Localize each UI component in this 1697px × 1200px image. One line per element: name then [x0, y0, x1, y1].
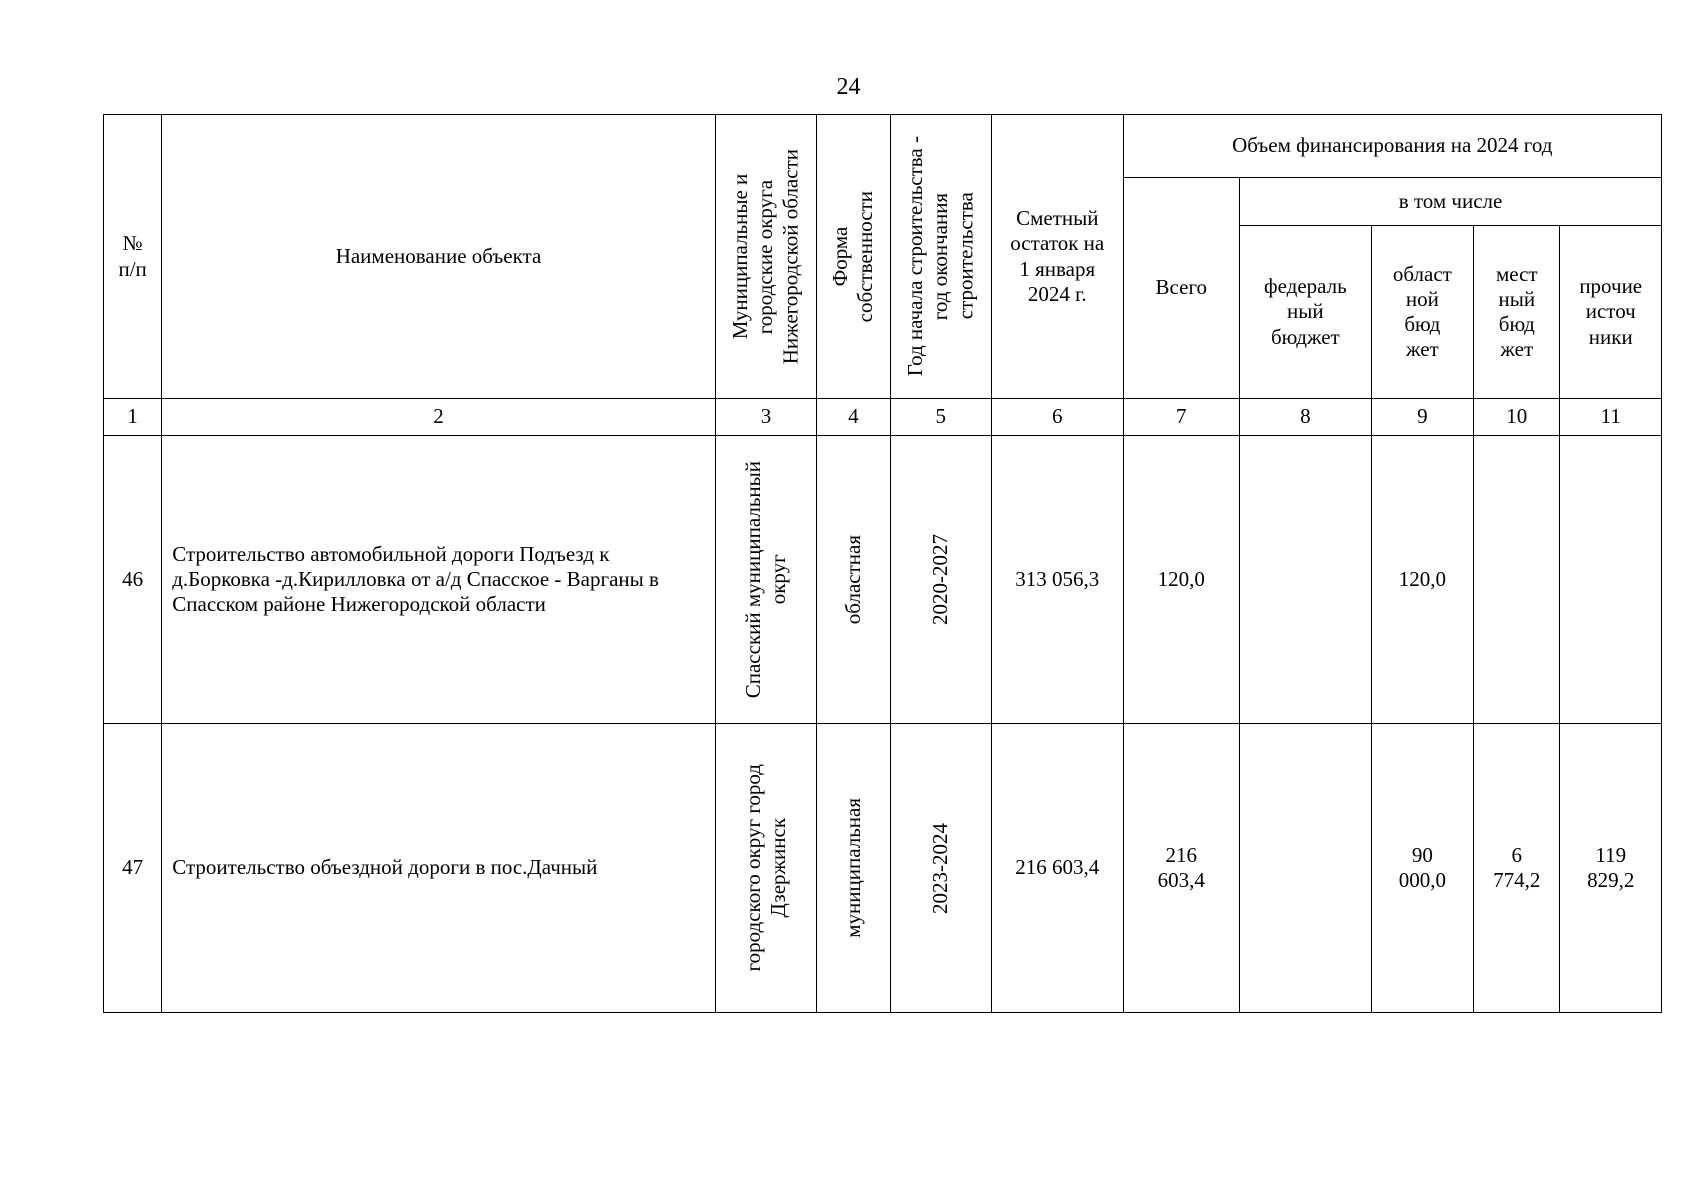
- header-ownership: [817, 115, 890, 399]
- header-municipality: [715, 115, 816, 399]
- header-balance: Сметный остаток на 1 января 2024 г.: [991, 115, 1123, 399]
- row-total: 120,0: [1123, 436, 1240, 724]
- row-municipality-label: городского округ город Дзержинск: [740, 764, 790, 972]
- row-total: 216 603,4: [1123, 724, 1240, 1013]
- header-total: Всего: [1123, 178, 1240, 399]
- row-municipality-label: Спасский муниципальный округ: [740, 460, 790, 699]
- column-number: 7: [1123, 399, 1240, 436]
- page-number: 24: [836, 74, 861, 100]
- header-years: [890, 115, 991, 399]
- row-ownership: [817, 724, 890, 1013]
- column-number: 5: [890, 399, 991, 436]
- row-municipality: [715, 436, 816, 724]
- column-number: 8: [1240, 399, 1372, 436]
- row-regional: 120,0: [1371, 436, 1473, 724]
- row-object-name: Строительство объездной дороги в пос.Дачный: [162, 724, 715, 1013]
- header-years-label: Год начала строительства - год окончания строительства: [902, 136, 978, 377]
- table-row: [104, 724, 1662, 1013]
- header-municipality-label: Муниципальные и городские округа Нижегородской области: [728, 148, 803, 365]
- row-ownership-label: муниципальная: [840, 798, 865, 938]
- row-years: [890, 436, 991, 724]
- table-row: [104, 436, 1662, 724]
- header-name: Наименование объекта: [162, 115, 715, 399]
- column-number: 4: [817, 399, 890, 436]
- row-balance: 313 056,3: [991, 436, 1123, 724]
- row-balance: 216 603,4: [991, 724, 1123, 1013]
- row-object-name: Строительство автомобильной дороги Подъезд к д.Борковка -д.Кирилловка от а/д Спасское - Варганы в Спасском районе Нижегородской области: [162, 436, 715, 724]
- row-years: [890, 724, 991, 1013]
- column-number: 10: [1474, 399, 1560, 436]
- column-number: 9: [1371, 399, 1473, 436]
- table-header: [104, 115, 1662, 436]
- header-federal: федераль ный бюджет: [1240, 226, 1372, 399]
- header-local: мест ный бюд жет: [1474, 226, 1560, 399]
- header-regional: област ной бюд жет: [1371, 226, 1473, 399]
- row-federal: [1240, 436, 1372, 724]
- row-ownership: [817, 436, 890, 724]
- row-other: [1560, 436, 1662, 724]
- header-funding-group: Объем финансирования на 2024 год: [1123, 115, 1661, 178]
- row-num: 47: [104, 724, 162, 1013]
- column-number: 11: [1560, 399, 1662, 436]
- row-local: [1474, 436, 1560, 724]
- header-including: в том числе: [1240, 178, 1662, 226]
- row-years-label: 2023-2024: [928, 822, 953, 914]
- row-other: 119 829,2: [1560, 724, 1662, 1013]
- column-number: 6: [991, 399, 1123, 436]
- header-num: № п/п: [104, 115, 162, 399]
- row-municipality: [715, 724, 816, 1013]
- column-number: 1: [104, 399, 162, 436]
- row-num: 46: [104, 436, 162, 724]
- financing-table: [103, 114, 1662, 1013]
- header-ownership-label: Форма собственности: [828, 190, 878, 323]
- row-ownership-label: областная: [840, 534, 865, 625]
- column-number-row: [104, 399, 1662, 436]
- row-regional: 90 000,0: [1371, 724, 1473, 1013]
- row-years-label: 2020-2027: [928, 534, 953, 625]
- row-local: 6 774,2: [1474, 724, 1560, 1013]
- column-number: 2: [162, 399, 715, 436]
- column-number: 3: [715, 399, 816, 436]
- row-federal: [1240, 724, 1372, 1013]
- header-other: прочие источ ники: [1560, 226, 1662, 399]
